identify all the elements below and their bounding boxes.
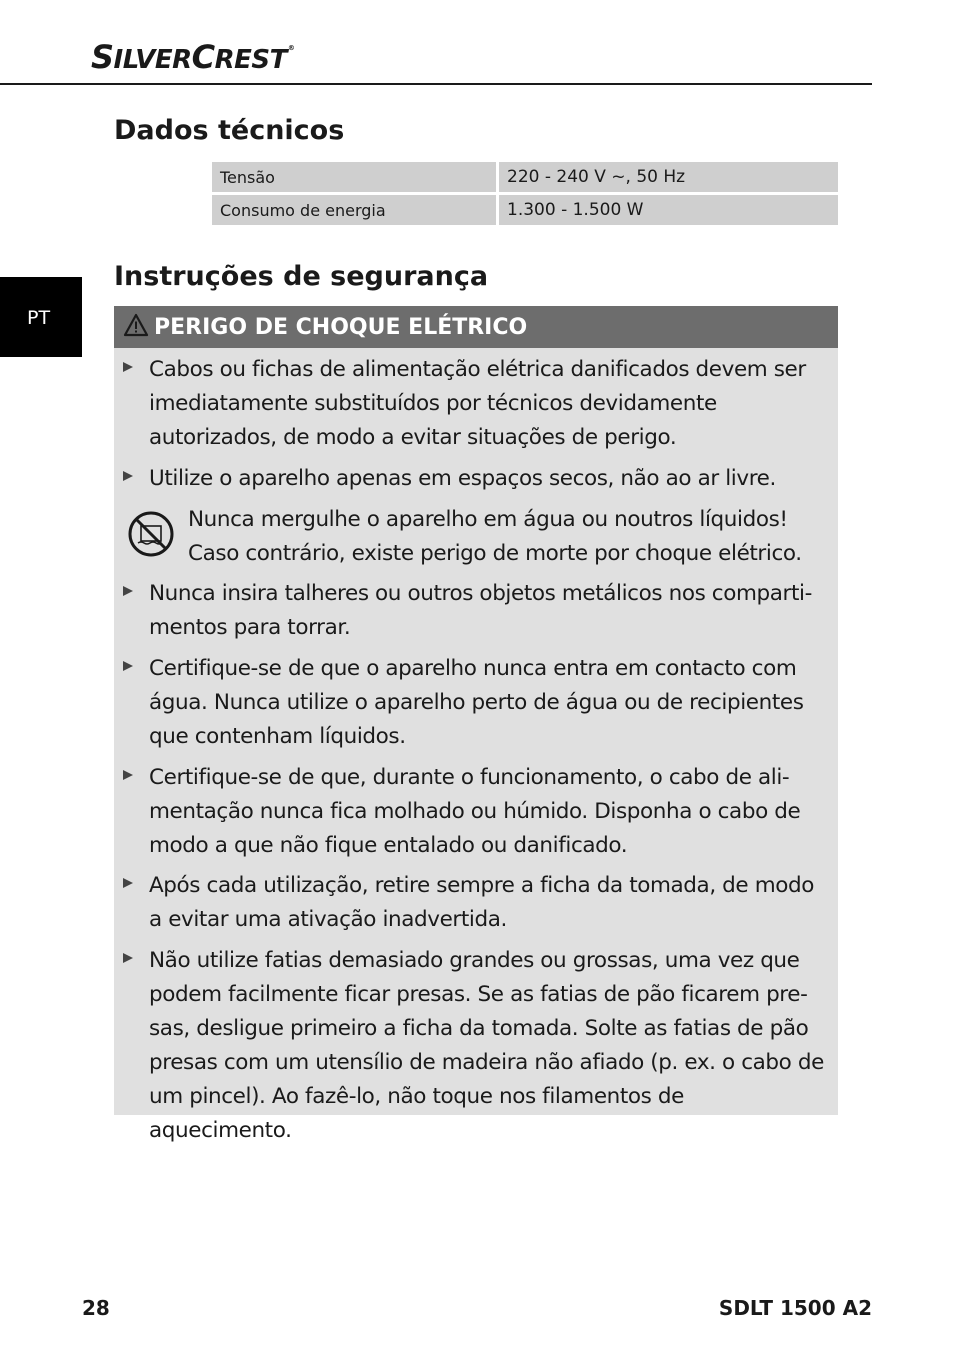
language-tab <box>0 277 82 357</box>
bullet-arrow-icon <box>123 362 133 372</box>
spec-value: 1.300 - 1.500 W <box>499 195 838 225</box>
no-immersion-icon <box>127 510 175 558</box>
bullet-arrow-icon <box>123 878 133 888</box>
warning-header <box>114 306 838 348</box>
bullet-arrow-icon <box>123 953 133 963</box>
spec-label: Consumo de energia <box>212 195 499 225</box>
bullet-arrow-icon <box>123 471 133 481</box>
language-label: PT <box>27 307 51 329</box>
page-number: 28 <box>82 1296 110 1320</box>
list-item-text: Não utilize fatias demasiado grandes ou grossas, uma vez que podem facilmente ficar presas. Se as fatias de pão ficarem pre-sas, desligue primeiro a ficha da tomada. Solte as fatias de pão presas com um utensílio de madeira não afiado (p. ex. o cabo de um pincel). Ao fazê-lo, não toque nos filamentos de aquecimento. <box>149 948 824 1143</box>
list-item-text: Nunca insira talheres ou outros objetos metálicos nos comparti-mentos para torrar. <box>149 581 812 640</box>
model-number: SDLT 1500 A2 <box>718 1296 872 1320</box>
technical-data-heading: Dados técnicos <box>114 115 345 146</box>
list-item-text: Nunca mergulhe o aparelho em água ou noutros líquidos! Caso contrário, existe perigo de morte por choque elétrico. <box>188 507 802 566</box>
list-item-text: Após cada utilização, retire sempre a ficha da tomada, de modo a evitar uma ativação inadvertida. <box>149 873 814 932</box>
table-row <box>212 195 838 225</box>
bullet-arrow-icon <box>123 586 133 596</box>
header-divider <box>0 83 872 85</box>
warning-box <box>114 306 838 1143</box>
warning-triangle-icon <box>123 313 149 337</box>
table-row <box>212 162 838 192</box>
bullet-arrow-icon <box>123 770 133 780</box>
warning-title: PERIGO DE CHOQUE ELÉTRICO <box>154 315 528 340</box>
spec-label: Tensão <box>212 162 499 192</box>
brand-logo: SILVERCREST® <box>91 38 295 76</box>
bullet-arrow-icon <box>123 661 133 671</box>
list-item-text: Cabos ou fichas de alimentação elétrica danificados devem ser imediatamente substituídos por técnicos devidamente autorizados, de modo a evitar situações de perigo. <box>149 357 806 450</box>
spec-value: 220 - 240 V ~, 50 Hz <box>499 162 838 192</box>
list-item-text: Certifique-se de que, durante o funcionamento, o cabo de ali-mentação nunca fica molhado ou húmido. Disponha o cabo de modo a que não fique entalado ou danificado. <box>149 765 801 858</box>
technical-data-table <box>212 159 838 228</box>
safety-heading: Instruções de segurança <box>114 261 489 292</box>
list-item-text: Utilize o aparelho apenas em espaços secos, não ao ar livre. <box>149 466 776 491</box>
list-item-text: Certifique-se de que o aparelho nunca entra em contacto com água. Nunca utilize o aparelho perto de água ou de recipientes que contenham líquidos. <box>149 656 804 749</box>
